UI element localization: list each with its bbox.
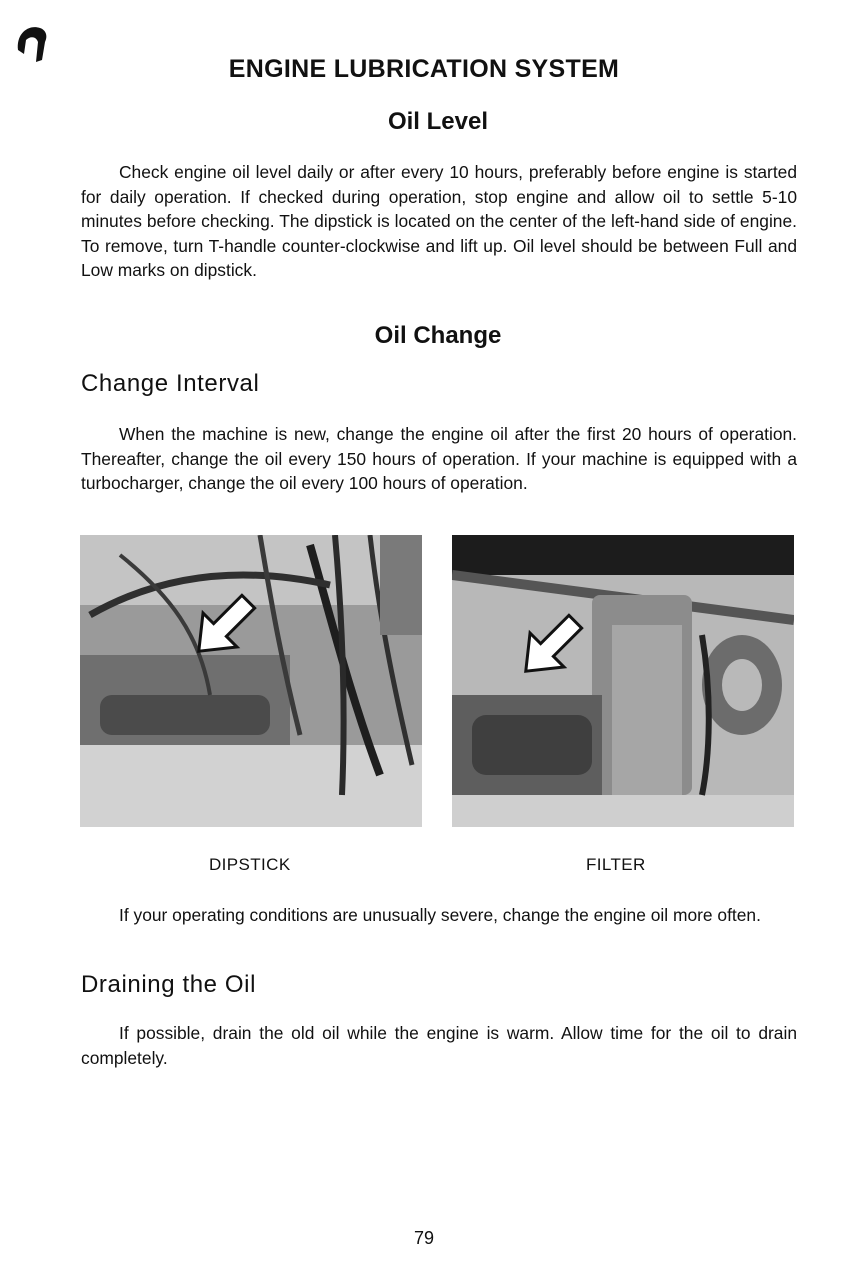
dipstick-photo: [80, 535, 422, 827]
filter-caption: FILTER: [586, 855, 646, 874]
page-title: ENGINE LUBRICATION SYSTEM: [228, 55, 620, 83]
change-interval-paragraph: When the machine is new, change the engine oil after the first 20 hours of operation. Thereafter, change the oil every 150 hours of operation. If your machine is equipped with a turbocharger, change the oil every 100 hours of operation.: [81, 424, 797, 494]
dipstick-caption: DIPSTICK: [209, 855, 291, 874]
oil-change-heading: Oil Change: [374, 322, 502, 349]
severe-conditions-paragraph: If your operating conditions are unusually severe, change the engine oil more often.: [119, 905, 761, 925]
oil-level-paragraph: Check engine oil level daily or after every 10 hours, preferably before engine is started for daily operation. If checked during operation, stop engine and allow oil to settle 5-10 minutes before checking. The dipstick is located on the center of the left-hand side of engine. To remove, turn T-handle counter-clockwise and lift up. Oil level should be between Full and Low marks on dipstick.: [81, 162, 797, 281]
change-interval-heading: Change Interval: [81, 370, 260, 397]
oil-level-heading: Oil Level: [387, 108, 489, 135]
draining-paragraph: If possible, drain the old oil while the engine is warm. Allow time for the oil to drain completely.: [81, 1023, 797, 1068]
draining-heading: Draining the Oil: [81, 971, 257, 998]
page-number: 79: [413, 1228, 435, 1248]
filter-photo: [452, 535, 794, 827]
